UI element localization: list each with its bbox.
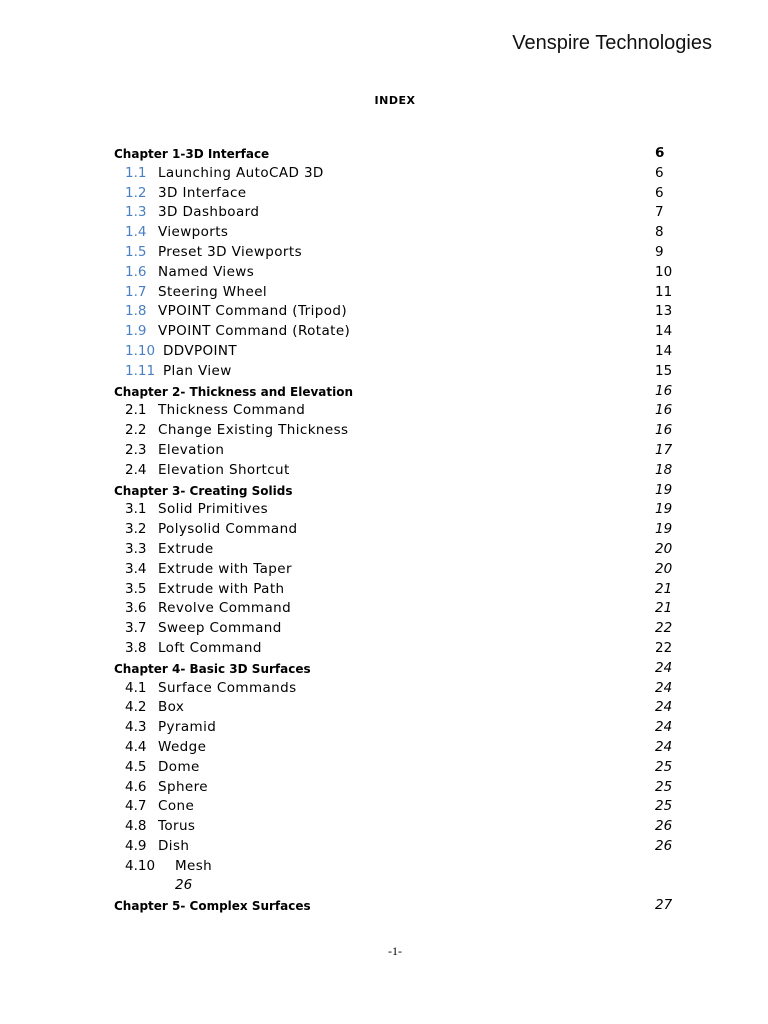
toc-entry[interactable] — [0, 798, 768, 818]
toc-entry[interactable] — [0, 640, 768, 660]
page-number: 6 — [655, 145, 665, 161]
section-title: Surface Commands — [158, 679, 297, 696]
section-title: 3D Dashboard — [158, 204, 260, 221]
section-title: VPOINT Command (Rotate) — [158, 323, 351, 340]
page-number: 24 — [655, 699, 673, 716]
page-number: 6 — [655, 184, 664, 201]
section-number: 2.1 — [125, 402, 147, 419]
wrapped-page-number-row — [0, 877, 768, 897]
table-of-contents — [0, 145, 768, 917]
section-number: 4.4 — [125, 738, 147, 755]
page-number: 27 — [655, 897, 673, 914]
section-title: Wedge — [158, 738, 207, 755]
toc-entry[interactable] — [0, 779, 768, 799]
page-number: 19 — [655, 521, 673, 538]
page-number: 21 — [655, 580, 673, 597]
page-number: 26 — [175, 877, 193, 894]
toc-entry[interactable] — [0, 818, 768, 838]
toc-entry[interactable] — [0, 838, 768, 858]
toc-entry[interactable] — [0, 204, 768, 224]
section-number: 4.1 — [125, 679, 147, 696]
section-title: Steering Wheel — [158, 283, 268, 300]
page-number: 16 — [655, 382, 673, 399]
page-number: 7 — [655, 204, 664, 221]
section-title: 3D Interface — [158, 184, 247, 201]
toc-chapter-5[interactable] — [0, 897, 768, 917]
section-number: 3.6 — [125, 600, 147, 617]
toc-entry[interactable] — [0, 541, 768, 561]
page-number: 26 — [655, 818, 673, 835]
page-number: 22 — [655, 639, 673, 656]
section-title: Elevation Shortcut — [158, 461, 290, 478]
section-title: Launching AutoCAD 3D — [158, 164, 324, 181]
section-title: Thickness Command — [158, 402, 306, 419]
toc-entry[interactable] — [0, 858, 768, 878]
section-title: Elevation — [158, 441, 225, 458]
toc-entry[interactable] — [0, 759, 768, 779]
page-number: 11 — [655, 283, 673, 300]
page-number: 24 — [655, 659, 673, 676]
toc-entry[interactable] — [0, 561, 768, 581]
section-number: 1.9 — [125, 323, 147, 340]
page-number: 24 — [655, 719, 673, 736]
section-title: Cone — [158, 798, 195, 815]
section-number: 1.4 — [125, 224, 147, 241]
section-title: Sweep Command — [158, 620, 282, 637]
toc-entry[interactable] — [0, 521, 768, 541]
footer-page-number: -1- — [388, 944, 402, 958]
section-number: 3.8 — [125, 639, 147, 656]
page-number: 25 — [655, 778, 673, 795]
toc-entry[interactable] — [0, 303, 768, 323]
section-number: 4.9 — [125, 837, 147, 854]
chapter-title: Chapter 4- Basic 3D Surfaces — [114, 661, 311, 676]
chapter-title: Chapter 3- Creating Solids — [114, 483, 293, 498]
section-number: 4.8 — [125, 818, 147, 835]
section-number: 4.7 — [125, 798, 147, 815]
section-number: 3.7 — [125, 620, 147, 637]
section-number: 2.4 — [125, 461, 147, 478]
section-number: 1.1 — [125, 164, 147, 181]
toc-chapter-1[interactable] — [0, 145, 768, 165]
page-number: 15 — [655, 362, 673, 379]
page-number: 13 — [655, 303, 673, 320]
section-title: Solid Primitives — [158, 501, 269, 518]
page-number: 6 — [655, 164, 664, 181]
toc-entry[interactable] — [0, 284, 768, 304]
section-number: 4.2 — [125, 699, 147, 716]
toc-entry[interactable] — [0, 185, 768, 205]
section-title: Plan View — [163, 362, 232, 379]
toc-entry[interactable] — [0, 244, 768, 264]
page-number: 16 — [655, 402, 673, 419]
page-number: 26 — [655, 837, 673, 854]
section-title: Viewports — [158, 224, 229, 241]
section-title: DDVPOINT — [163, 342, 238, 359]
section-number: 1.10 — [125, 342, 156, 359]
page-number: 8 — [655, 224, 664, 241]
chapter-title: Chapter 2- Thickness and Elevation — [114, 384, 354, 399]
toc-entry[interactable] — [0, 422, 768, 442]
page-number: 16 — [655, 422, 673, 439]
toc-chapter-3[interactable] — [0, 482, 768, 502]
section-title: Extrude — [158, 540, 214, 557]
page-number: 10 — [655, 263, 673, 280]
section-title: Preset 3D Viewports — [158, 243, 303, 260]
page-number: 18 — [655, 461, 673, 478]
toc-entry[interactable] — [0, 739, 768, 759]
section-number: 1.5 — [125, 243, 147, 260]
page-number: 14 — [655, 342, 673, 359]
toc-entry[interactable] — [0, 462, 768, 482]
toc-entry[interactable] — [0, 600, 768, 620]
section-title: Mesh — [175, 857, 213, 874]
toc-entry[interactable] — [0, 719, 768, 739]
section-title: Revolve Command — [158, 600, 292, 617]
section-title: Extrude with Taper — [158, 560, 292, 577]
section-title: Box — [158, 699, 185, 716]
section-title: Torus — [158, 818, 196, 835]
section-number: 1.8 — [125, 303, 147, 320]
section-title: Extrude with Path — [158, 580, 285, 597]
page-number: 20 — [655, 540, 673, 557]
section-number: 1.3 — [125, 204, 147, 221]
toc-chapter-4[interactable] — [0, 660, 768, 680]
section-number: 3.5 — [125, 580, 147, 597]
toc-entry[interactable] — [0, 343, 768, 363]
section-number: 4.3 — [125, 719, 147, 736]
section-title: Pyramid — [158, 719, 217, 736]
page-number: 25 — [655, 798, 673, 815]
section-number: 1.7 — [125, 283, 147, 300]
section-number: 3.2 — [125, 521, 147, 538]
page-number: 19 — [655, 481, 673, 498]
toc-entry[interactable] — [0, 581, 768, 601]
index-heading: INDEX — [374, 94, 416, 107]
page-number: 25 — [655, 758, 673, 775]
toc-entry[interactable] — [0, 224, 768, 244]
toc-entry[interactable] — [0, 363, 768, 383]
section-title: Named Views — [158, 263, 255, 280]
section-title: Change Existing Thickness — [158, 422, 349, 439]
page-number: 20 — [655, 560, 673, 577]
chapter-title: Chapter 5- Complex Surfaces — [114, 899, 311, 914]
section-title: VPOINT Command (Tripod) — [158, 303, 347, 320]
chapter-title: Chapter 1-3D Interface — [114, 147, 270, 161]
toc-entry[interactable] — [0, 501, 768, 521]
page-number: 19 — [655, 501, 673, 518]
section-number: 3.1 — [125, 501, 147, 518]
section-number: 1.2 — [125, 184, 147, 201]
section-number: 1.11 — [125, 362, 156, 379]
section-title: Dish — [158, 837, 190, 854]
page-number: 14 — [655, 323, 673, 340]
toc-entry[interactable] — [0, 442, 768, 462]
section-number: 3.3 — [125, 540, 147, 557]
section-number: 2.3 — [125, 441, 147, 458]
section-title: Loft Command — [158, 639, 262, 656]
toc-entry[interactable] — [0, 323, 768, 343]
toc-entry[interactable] — [0, 402, 768, 422]
page-number: 21 — [655, 600, 673, 617]
section-number: 4.10 — [125, 857, 156, 874]
page-number: 17 — [655, 441, 673, 458]
section-number: 1.6 — [125, 263, 147, 280]
page-number: 24 — [655, 679, 673, 696]
toc-entry[interactable] — [0, 620, 768, 640]
section-title: Dome — [158, 758, 200, 775]
toc-entry[interactable] — [0, 680, 768, 700]
section-number: 4.6 — [125, 778, 147, 795]
page-number: 24 — [655, 738, 673, 755]
section-number: 3.4 — [125, 560, 147, 577]
section-title: Sphere — [158, 778, 208, 795]
company-name: Venspire Technologies — [512, 32, 712, 54]
section-number: 4.5 — [125, 758, 147, 775]
page-number: 9 — [655, 243, 664, 260]
toc-chapter-2[interactable] — [0, 383, 768, 403]
toc-entry[interactable] — [0, 165, 768, 185]
toc-entry[interactable] — [0, 699, 768, 719]
section-title: Polysolid Command — [158, 521, 298, 538]
toc-entry[interactable] — [0, 264, 768, 284]
page-number: 22 — [655, 620, 673, 637]
section-number: 2.2 — [125, 422, 147, 439]
